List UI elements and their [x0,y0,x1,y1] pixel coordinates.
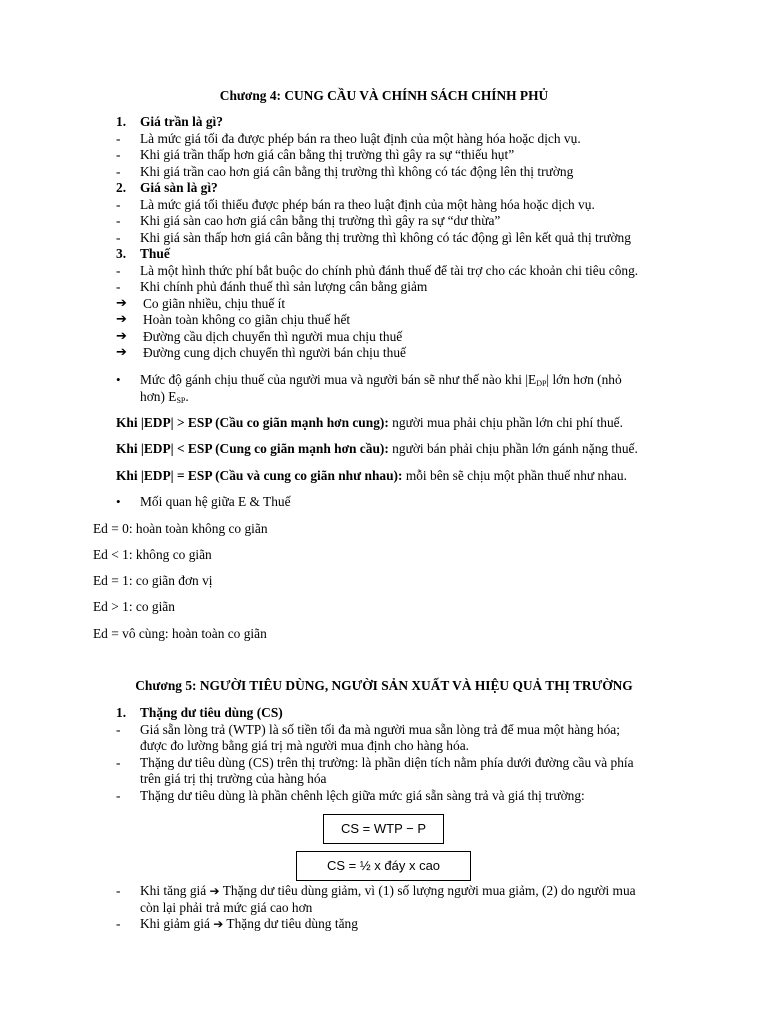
section-number: 3. [116,246,127,261]
list-item-continued: trên giá trị thị trường của hàng hóa [140,771,327,786]
elasticity-line: Ed < 1: không co giãn [93,547,212,562]
dash-marker: - [116,263,121,278]
dash-marker: - [116,131,121,146]
list-item: Là mức giá tối đa được phép bán ra theo luật định của một hàng hóa hoặc dịch vụ. [140,131,581,146]
bullet-icon: • [116,494,121,509]
arrow-icon: ➔ [116,312,127,327]
arrow-icon: ➔ [213,917,224,931]
dash-marker: - [116,916,121,931]
dash-marker: - [116,722,121,737]
list-item: Là một hình thức phí bắt buộc do chính phủ đánh thuế để tài trợ cho các khoản chi tiêu công. [140,263,639,278]
list-item: Khi chính phủ đánh thuế thì sản lượng cân bằng giảm [140,279,428,294]
elasticity-line: Ed = 0: hoàn toàn không co giãn [93,521,268,536]
section-number: 2. [116,180,127,195]
arrow-icon: ➔ [116,329,127,344]
arrow-item: Hoàn toàn không co giãn chịu thuế hết [143,312,351,327]
elasticity-line: Ed = vô cùng: hoàn toàn co giãn [93,626,267,641]
section-number: 1. [116,114,127,129]
list-item: Khi giá sàn thấp hơn giá cân bằng thị trường thì không có tác động gì lên kết quả thị trường [140,230,631,245]
arrow-icon: ➔ [209,884,220,898]
list-item: Khi giảm giá ➔ Thặng dư tiêu dùng tăng [140,916,358,931]
tax-incidence-question-line2: hơn) $E_{SP}$. [140,389,189,405]
section-heading-consumer-surplus: Thặng dư tiêu dùng (CS) [140,705,283,720]
list-item: Khi giá trần cao hơn giá cân bằng thị trường thì không có tác động lên thị trường [140,164,574,179]
dash-marker: - [116,147,121,162]
formula-box-cs-wtp: CS = WTP − P [323,814,444,844]
list-item: Khi giá sàn cao hơn giá cân bằng thị trường thì gây ra sự “dư thừa” [140,213,501,228]
elasticity-tax-heading: Mối quan hệ giữa E & Thuế [140,494,291,509]
section-heading-price-floor: Giá sàn là gì? [140,180,218,195]
list-item: Giá sẵn lòng trả (WTP) là số tiền tối đa mà người mua sẵn lòng trả để mua một hàng hóa; [140,722,620,737]
case-line: Khi |EDP| < ESP (Cung co giãn mạnh hơn cầu): người bán phải chịu phần lớn gánh nặng thuế. [116,441,638,456]
dash-marker: - [116,755,121,770]
bullet-icon: • [116,372,121,387]
arrow-item: Đường cung dịch chuyển thì người bán chịu thuế [143,345,406,360]
arrow-item: Đường cầu dịch chuyển thì người mua chịu thuế [143,329,403,344]
case-line: Khi |EDP| > ESP (Cầu co giãn mạnh hơn cung): người mua phải chịu phần lớn chi phí thuế. [116,415,623,430]
formula-box-cs-area: CS = ½ x đáy x cao [296,851,471,881]
dash-marker: - [116,788,121,803]
section-heading-tax: Thuế [140,246,170,261]
list-item: Là mức giá tối thiểu được phép bán ra theo luật định của một hàng hóa hoặc dịch vụ. [140,197,595,212]
arrow-icon: ➔ [116,296,127,311]
section-heading-price-ceiling: Giá trần là gì? [140,114,223,129]
dash-marker: - [116,213,121,228]
chapter-4-title: Chương 4: CUNG CẦU VÀ CHÍNH SÁCH CHÍNH PHỦ [219,88,549,103]
dash-marker: - [116,230,121,245]
arrow-item: Co giãn nhiều, chịu thuế ít [143,296,286,311]
dash-marker: - [116,164,121,179]
list-item-continued: được đo lường bằng giá trị mà người mua định cho hàng hóa. [140,738,469,753]
dash-marker: - [116,883,121,898]
arrow-icon: ➔ [116,345,127,360]
list-item-continued: còn lại phải trả mức giá cao hơn [140,900,313,915]
dash-marker: - [116,197,121,212]
list-item: Khi tăng giá ➔ Thặng dư tiêu dùng giảm, vì (1) số lượng người mua giảm, (2) do người mua [140,883,636,898]
section-number: 1. [116,705,127,720]
list-item: Thặng dư tiêu dùng là phần chênh lệch giữa mức giá sẵn sàng trả và giá thị trường: [140,788,585,803]
elasticity-line: Ed > 1: co giãn [93,599,175,614]
list-item: Thặng dư tiêu dùng (CS) trên thị trường: là phần diện tích nằm phía dưới đường cầu và phía [140,755,634,770]
case-line: Khi |EDP| = ESP (Cầu và cung co giãn như nhau): mỗi bên sẽ chịu một phần thuế như nhau. [116,468,627,483]
list-item: Khi giá trần thấp hơn giá cân bằng thị trường thì gây ra sự “thiếu hụt” [140,147,515,162]
dash-marker: - [116,279,121,294]
elasticity-line: Ed = 1: co giãn đơn vị [93,573,213,588]
chapter-5-title: Chương 5: NGƯỜI TIÊU DÙNG, NGƯỜI SẢN XUẤT VÀ HIỆU QUẢ THỊ TRƯỜNG [135,678,633,693]
tax-incidence-question-line1: Mức độ gánh chịu thuế của người mua và người bán sẽ như thế nào khi $|E_{DP}|$ lớn hơn (nhỏ [140,372,622,388]
